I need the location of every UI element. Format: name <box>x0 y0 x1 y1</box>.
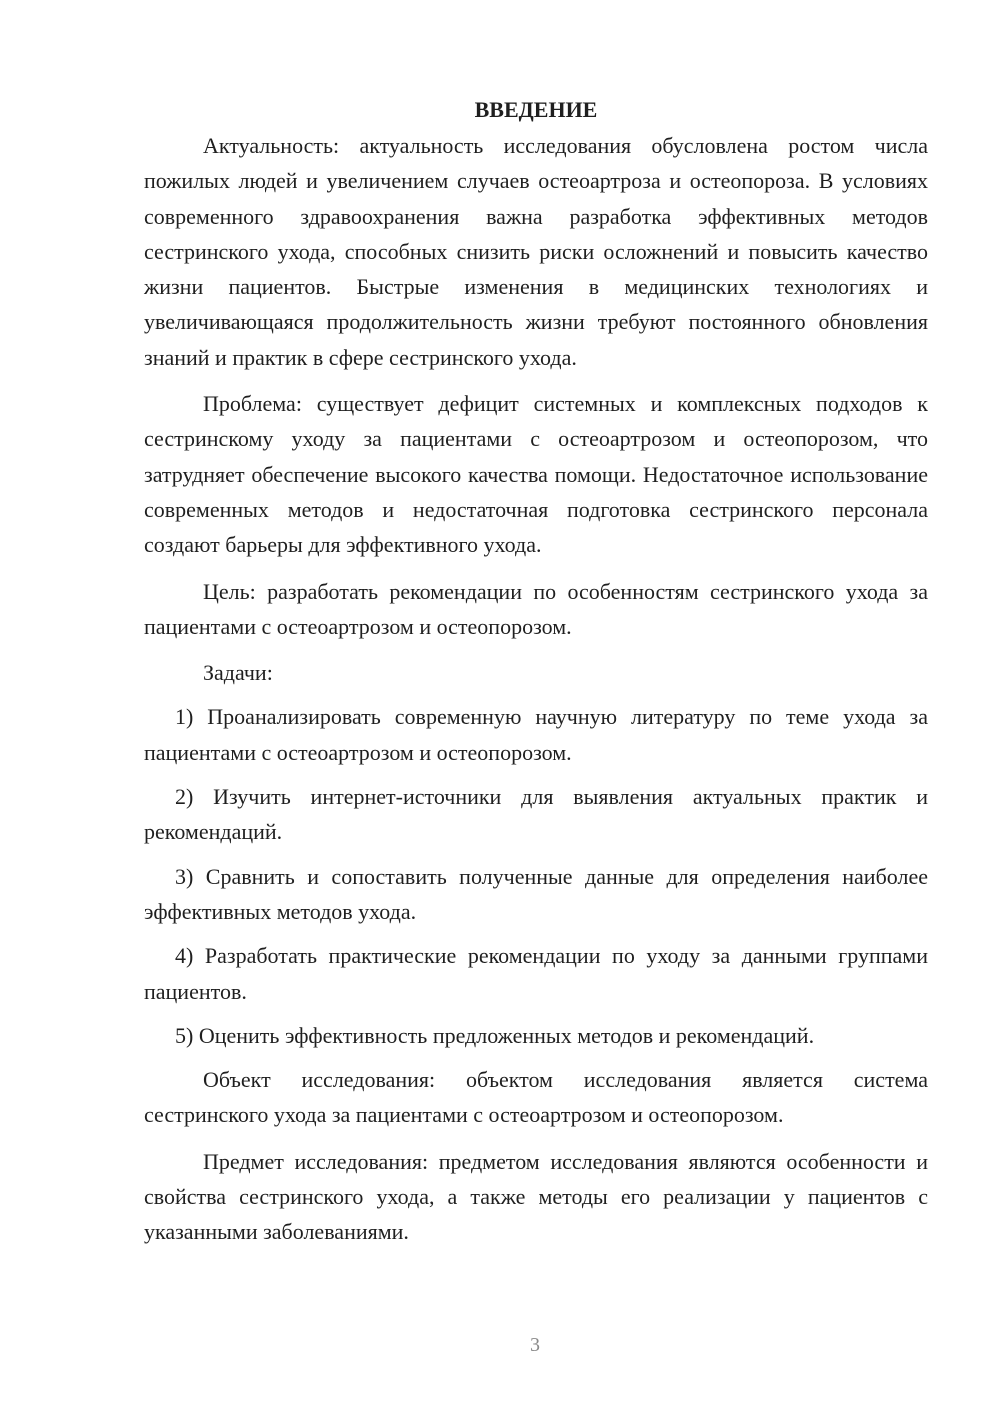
document-page <box>144 94 928 1250</box>
task-item-1: 1) Проанализировать современную научную литературу по теме ухода за пациентами с остеоартрозом и остеопорозом. <box>144 704 928 765</box>
task-item-5: 5) Оценить эффективность предложенных методов и рекомендаций. <box>175 1022 815 1048</box>
goal-paragraph: Цель: разработать рекомендации по особенностям сестринского ухода за пациентами с остеоартрозом и остеопорозом. <box>144 578 928 639</box>
subject-paragraph: Предмет исследования: предметом исследования являются особенности и свойства сестринского ухода, а также методы его реализации у пациентов с указанными заболеваниями. <box>144 1148 928 1245</box>
problem-paragraph: Проблема: существует дефицит системных и комплексных подходов к сестринскому уходу за пациентами с остеоартрозом и остеопорозом, что затрудняет обеспечение высокого качества помощи. Недостаточное использование современных методов и недостаточная подготовка сестринского персонала создают барьеры для эффективного ухода. <box>144 391 928 558</box>
task-item-2: 2) Изучить интернет-источники для выявления актуальных практик и рекомендаций. <box>144 784 928 845</box>
task-item-4: 4) Разработать практические рекомендации по уходу за данными группами пациентов. <box>144 943 928 1004</box>
object-paragraph: Объект исследования: объектом исследования является система сестринского ухода за пациентами с остеоартрозом и остеопорозом. <box>144 1067 928 1128</box>
task-item-3: 3) Сравнить и сопоставить полученные данные для определения наиболее эффективных методов ухода. <box>144 863 928 924</box>
section-title: ВВЕДЕНИЕ <box>474 97 598 122</box>
relevance-paragraph: Актуальность: актуальность исследования обусловлена ростом числа пожилых людей и увеличением случаев остеоартроза и остеопороза. В условиях современного здравоохранения важна разработка эффективных методов сестринского ухода, способных снизить риски осложнений и повысить качество жизни пациентов. Быстрые изменения в медицинских технологиях и увеличивающаяся продолжительность жизни требуют постоянного обновления знаний и практик в сфере сестринского ухода. <box>144 133 928 370</box>
tasks-heading: Задачи: <box>203 660 273 686</box>
page-number: 3 <box>530 1334 540 1356</box>
